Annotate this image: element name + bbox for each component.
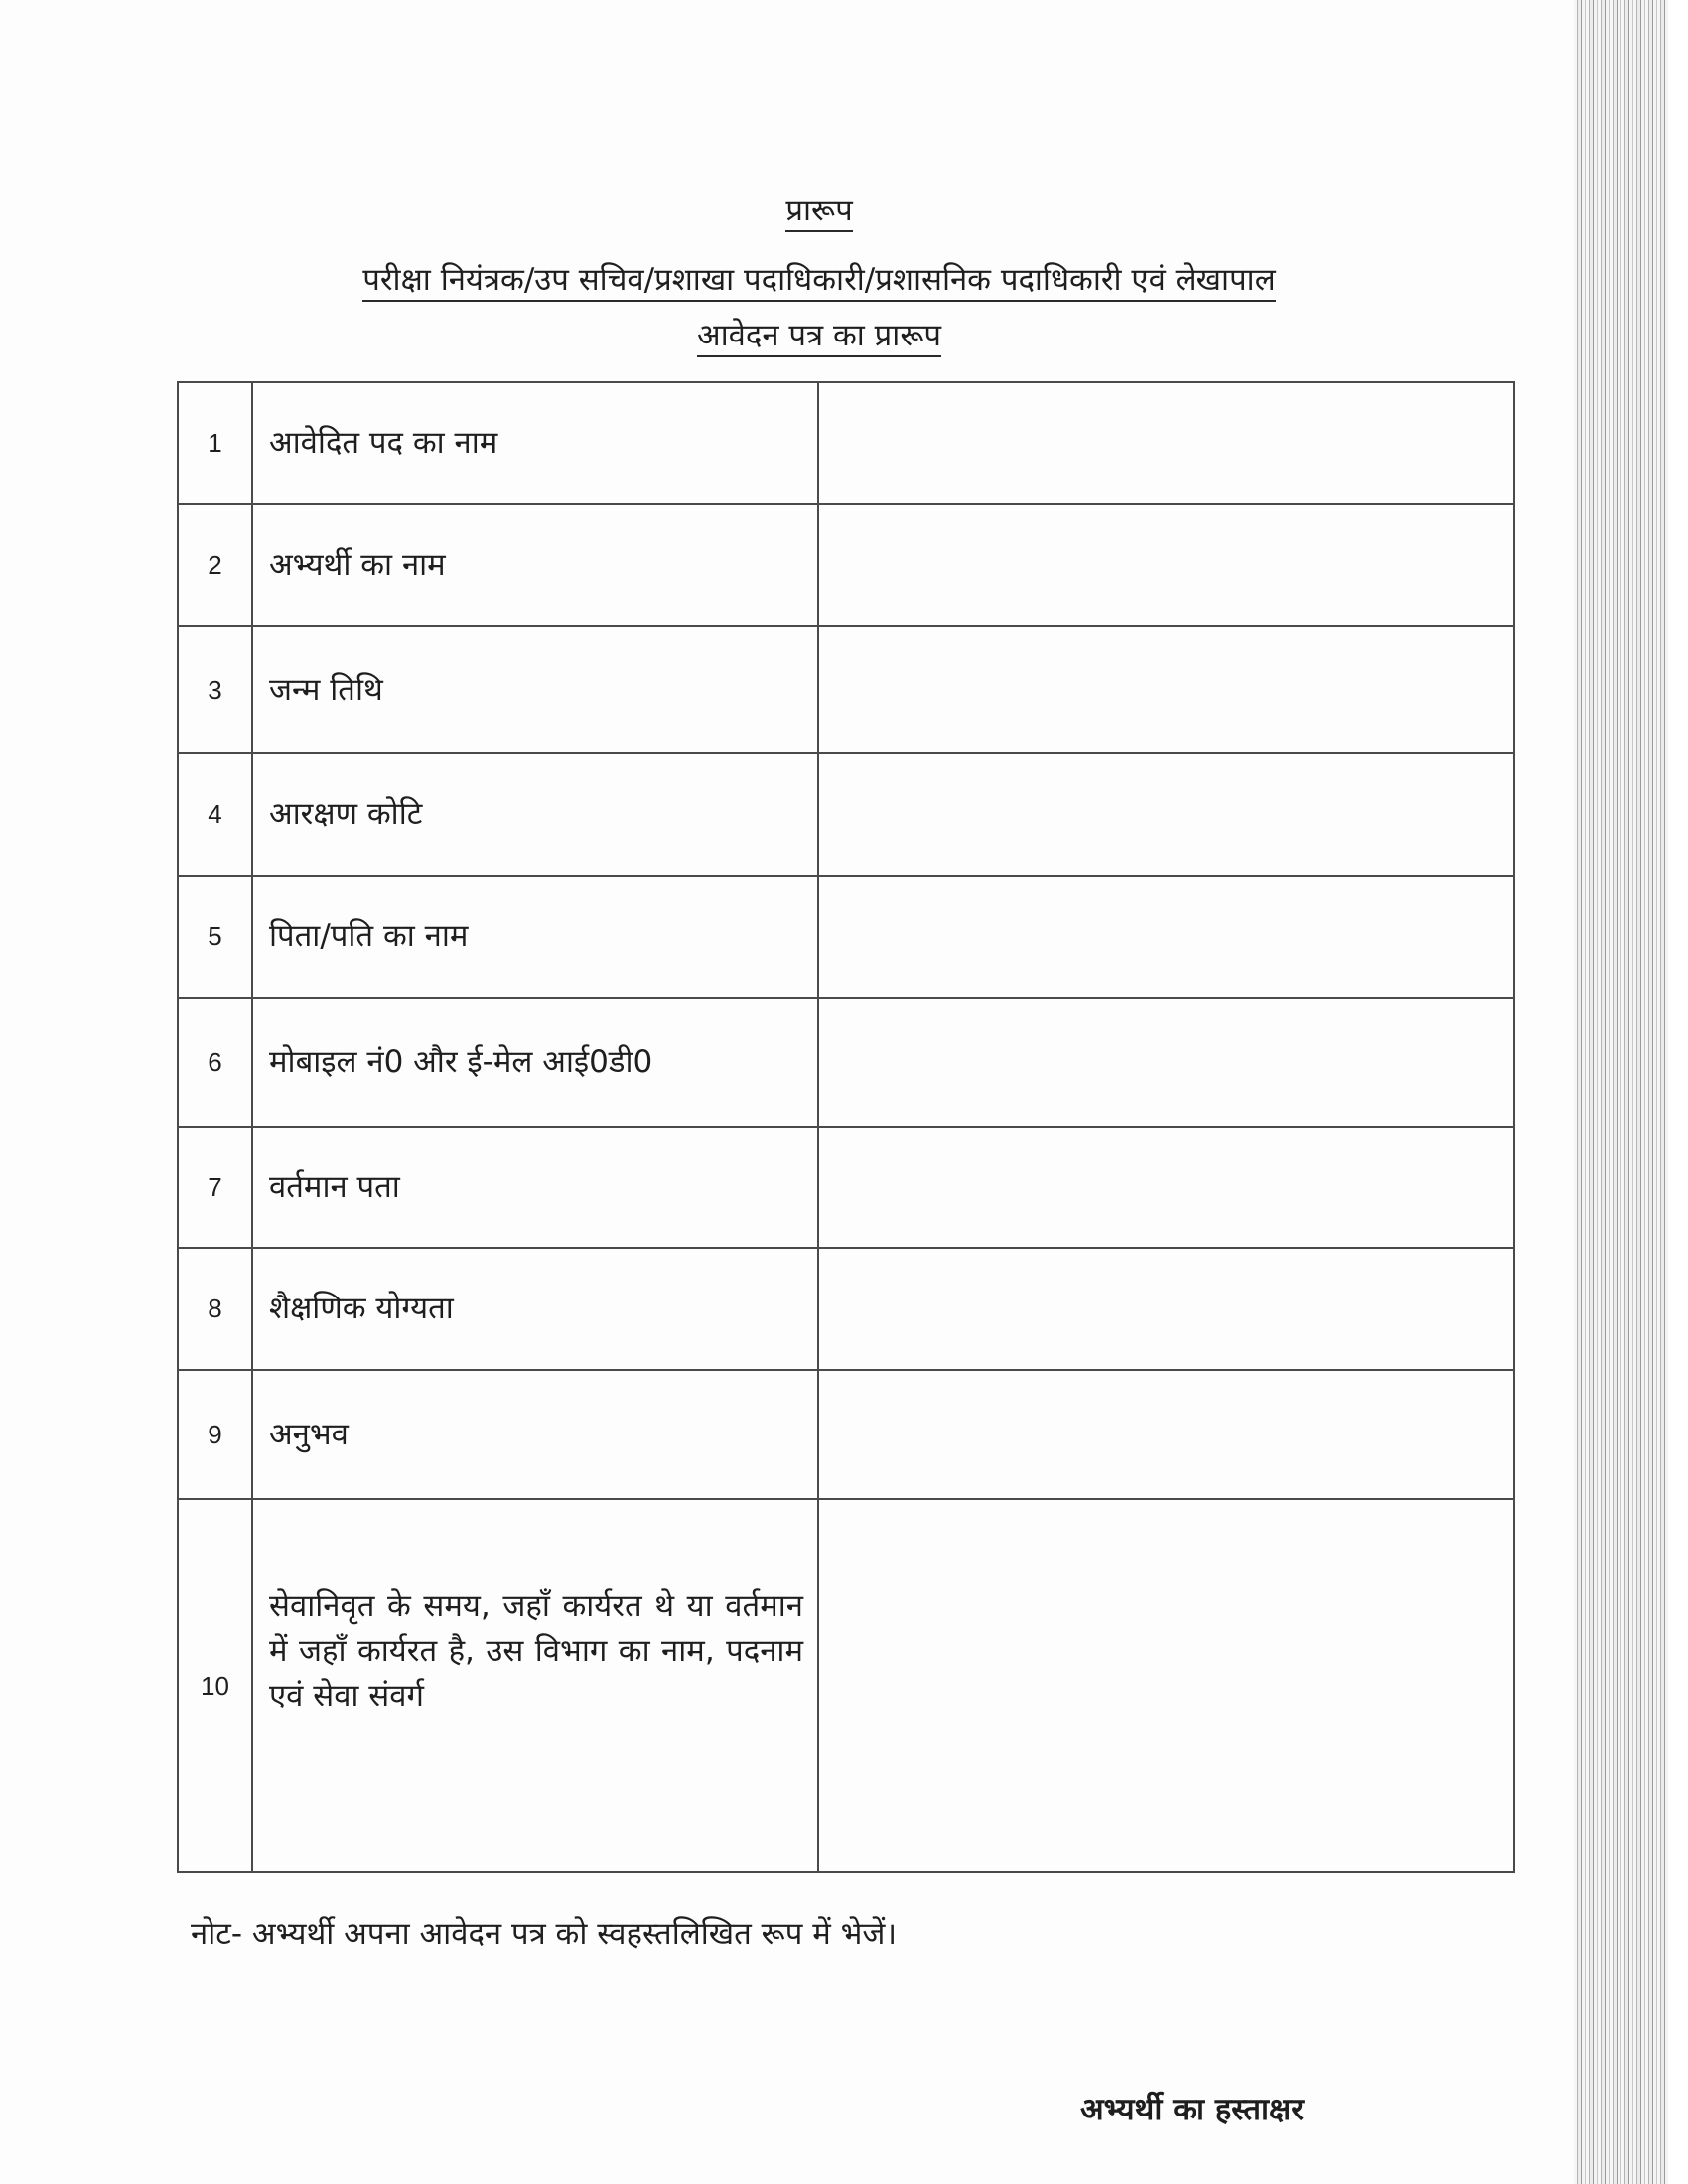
form-subtitle-text: आवेदन पत्र का प्रारूप (697, 318, 941, 357)
row-value-field[interactable] (818, 1248, 1514, 1370)
row-value-field[interactable] (818, 998, 1514, 1127)
row-number: 7 (178, 1127, 252, 1248)
row-label: अनुभव (252, 1370, 818, 1499)
table-row (178, 998, 1514, 1127)
table-row (178, 1370, 1514, 1499)
row-number: 3 (178, 626, 252, 753)
row-value-field[interactable] (818, 1499, 1514, 1872)
table-row (178, 1127, 1514, 1248)
form-title (0, 191, 1638, 230)
row-number: 5 (178, 876, 252, 998)
row-value-field[interactable] (818, 876, 1514, 998)
table-row (178, 626, 1514, 753)
row-label: शैक्षणिक योग्यता (252, 1248, 818, 1370)
table-row (178, 504, 1514, 626)
row-number: 9 (178, 1370, 252, 1499)
page-margin (1668, 0, 1688, 2184)
row-value-field[interactable] (818, 504, 1514, 626)
row-number: 8 (178, 1248, 252, 1370)
row-value-field[interactable] (818, 1370, 1514, 1499)
row-label: आरक्षण कोटि (252, 753, 818, 876)
row-value-field[interactable] (818, 753, 1514, 876)
row-number: 1 (178, 382, 252, 504)
table-row (178, 753, 1514, 876)
row-label: पिता/पति का नाम (252, 876, 818, 998)
table-row (178, 382, 1514, 504)
row-label: वर्तमान पता (252, 1127, 818, 1248)
row-label: मोबाइल नं0 और ई-मेल आई0डी0 (252, 998, 818, 1127)
form-subtitle (0, 316, 1638, 355)
row-value-field[interactable] (818, 626, 1514, 753)
posts-heading-text: परीक्षा नियंत्रक/उप सचिव/प्रशाखा पदाधिकारी/प्रशासनिक पदाधिकारी एवं लेखापाल (362, 262, 1275, 302)
row-number: 2 (178, 504, 252, 626)
row-label: सेवानिवृत के समय, जहाँ कार्यरत थे या वर्तमान में जहाँ कार्यरत है, उस विभाग का नाम, पदनाम एवं सेवा संवर्ग (252, 1499, 818, 1872)
form-title-text: प्रारूप (785, 193, 852, 232)
application-form-table (177, 381, 1515, 1873)
row-number: 10 (178, 1499, 252, 1872)
row-number: 6 (178, 998, 252, 1127)
note-text: नोट- अभ्यर्थी अपना आवेदन पत्र को स्वहस्तलिखित रूप में भेजें। (191, 1916, 898, 1952)
row-label: आवेदित पद का नाम (252, 382, 818, 504)
row-value-field[interactable] (818, 382, 1514, 504)
row-number: 4 (178, 753, 252, 876)
row-label: अभ्यर्थी का नाम (252, 504, 818, 626)
candidate-signature-label: अभ्यर्थी का हस्ताक्षर (1080, 2092, 1304, 2127)
row-label: जन्म तिथि (252, 626, 818, 753)
table-row (178, 876, 1514, 998)
table-row (178, 1248, 1514, 1370)
row-value-field[interactable] (818, 1127, 1514, 1248)
posts-heading (0, 260, 1638, 300)
table-row (178, 1499, 1514, 1872)
